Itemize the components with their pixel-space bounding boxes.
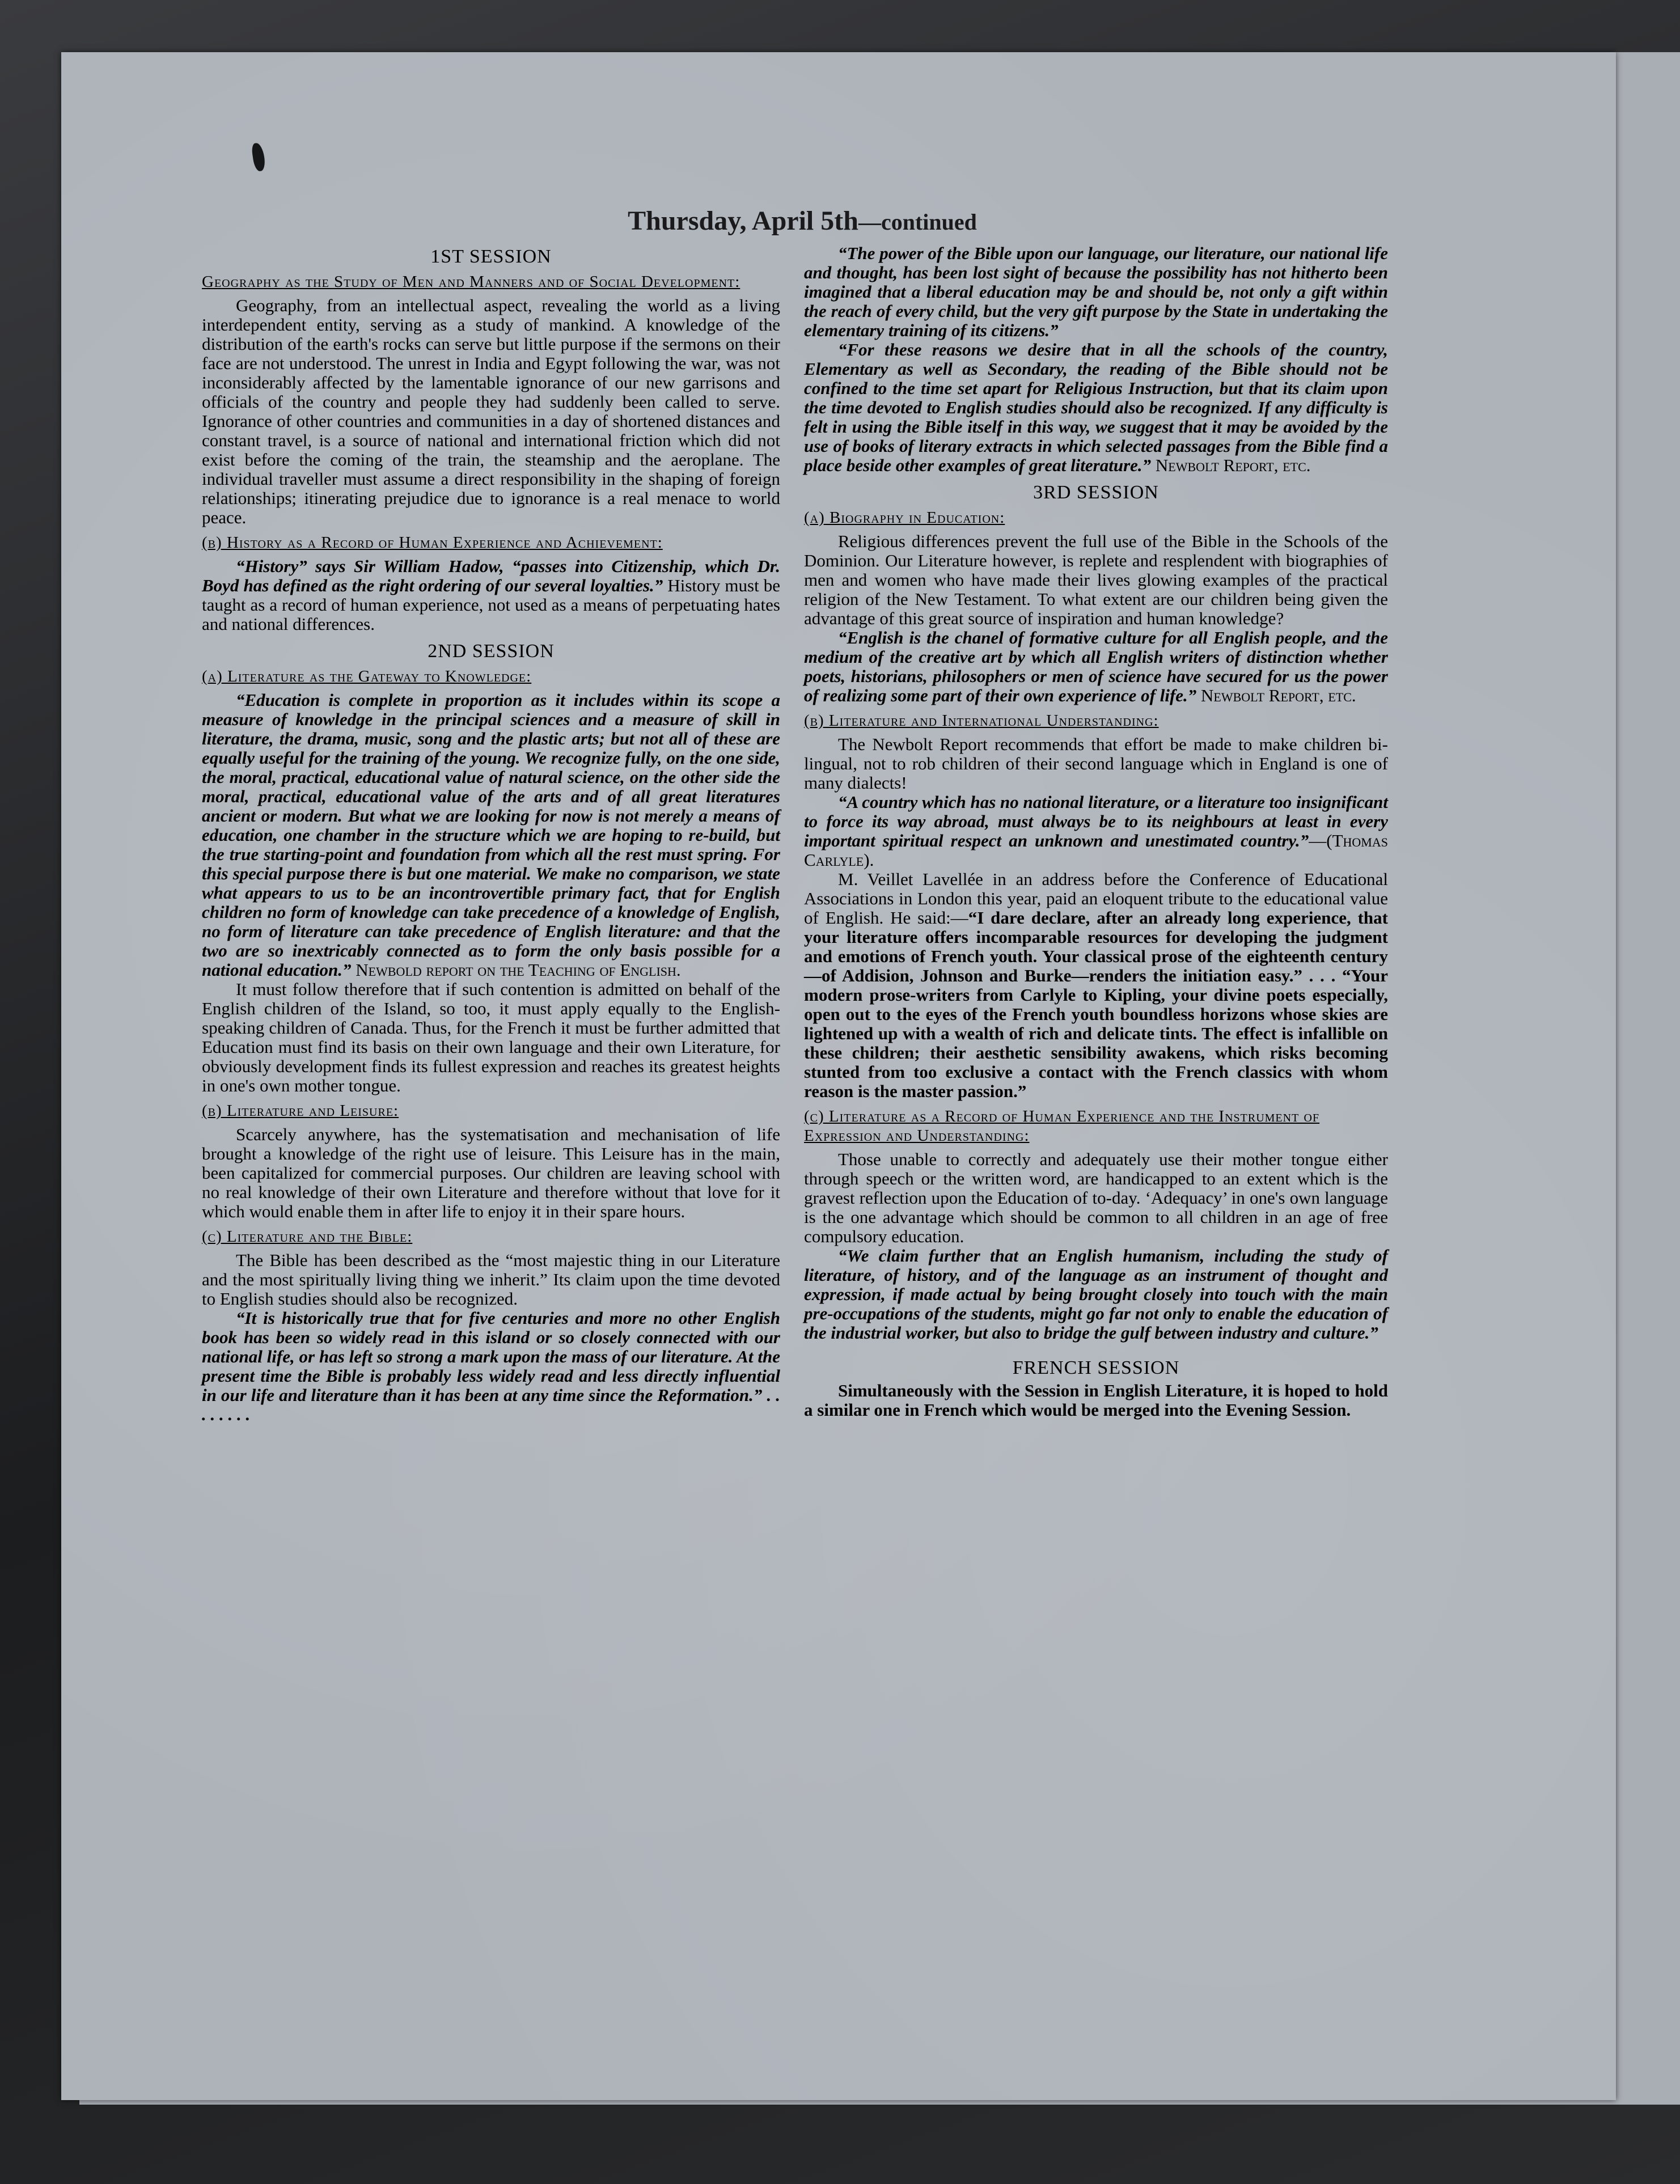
right-column bbox=[804, 244, 1388, 1420]
bible-quote-2-source: Newbolt Report, etc. bbox=[1151, 455, 1311, 475]
s3-a-text: Religious differences prevent the full use of the Bible in the Schools of the Dominion. Our Literature however, is replete and resplendent with biographies of men and women who have made their lives glowing examples of the practical religion of the New Testament. To what extent are our children being given the advantage of this great source of inspiration and human knowledge? bbox=[804, 531, 1388, 628]
s2-a-heading: (a) Literature as the Gateway to Knowledge: bbox=[202, 667, 532, 685]
s1-b-heading: (b) History as a Record of Human Experience and Achievement: bbox=[202, 534, 663, 552]
left-column bbox=[202, 243, 780, 1424]
s3-c-quote: “We claim further that an English humanism, including the study of literature, of history, and of the language as an instrument of thought and expression, if made actual by being brought closely into touch with the main pre-occupations of the students, might go far not only to enable the education of the industrial worker, but also to bridge the gulf between industry and culture.” bbox=[804, 1246, 1388, 1343]
header-continued: —continued bbox=[858, 209, 977, 235]
s1-a-text: Geography, from an intellectual aspect, revealing the world as a living interdependent entity, serving as a study of mankind. A knowledge of the distribution of the earth's rocks can serve but little purpose if the sermons on their face are not understood. The unrest in India and Egypt following the war, was not inconsiderably affected by the lamentable ignorance of our new garrisons and officials of the country and people they had suddenly been called to serve. Ignorance of other countries and communities in a day of shortened distances and constant travel, is a source of national and international friction which did not exist before the coming of the train, the steamship and the aeroplane. The individual traveller must assume a direct responsibility in the shaping of foreign relationships; itinerating prejudice due to ignorance is a real menace to world peace. bbox=[202, 295, 780, 527]
s3-b-text2: M. Veillet Lavellée in an address before the Conference of Educational Associations in London this year, paid an eloquent tribute to the educational value of English. He said:— bbox=[804, 869, 1388, 928]
punch-hole bbox=[251, 142, 266, 172]
session-3-title: 3RD SESSION bbox=[1033, 482, 1159, 503]
s3-b-source: —(Thomas Carlyle). bbox=[804, 831, 1388, 870]
french-session-title: FRENCH SESSION bbox=[1012, 1357, 1180, 1378]
header-title: Thursday, April 5th bbox=[628, 206, 858, 236]
s3-b-text: The Newbolt Report recommends that effort be made to make children bi-lingual, not to rob children of their second language which in England is one of many dialects! bbox=[804, 734, 1388, 793]
s2-b-heading: (b) Literature and Leisure: bbox=[202, 1102, 399, 1120]
s3-b-bold-quote: “I dare declare, after an already long experience, that your literature offers incomparable resources for developing the judgment and emotions of French youth. Your classical prose of the eighteenth century —of Addision, Johnson and Burke—renders the initiation easy.” . . . “Your modern prose-writers from Carlyle to Kipling, your divine poets especially, open out to the eyes of the French youth boundless horizons whose skies are lightened up with a wealth of rich and delicate tints. The effect is infallible on these children; their aesthetic sensibility awakens, which risks becoming stunted from too exclusive a contact with the French classics with whom reason is the master passion.” bbox=[804, 908, 1388, 1101]
s2-c-quote: “It is historically true that for five centuries and more no other English book has been so widely read in this island or so closely connected with our national life, or has left so strong a mark upon the mass of our literature. At the present time the Bible is probably less widely read and less directly influential in our life and literature than it has been at any time since the Reformation.” . . . . . . . . bbox=[202, 1308, 780, 1424]
s3-b-quote: “A country which has no national literature, or a literature too insignificant to force its way abroad, must always be to its neighbours at least in every important spiritual respect an unknown and unestimated country.” bbox=[804, 792, 1388, 850]
s3-b-paragraph-2 bbox=[804, 870, 1388, 1101]
session-1-title: 1ST SESSION bbox=[430, 246, 552, 267]
french-session-text: Simultaneously with the Session in English Literature, it is hoped to hold a similar one in French which would be merged into the Evening Session. bbox=[804, 1381, 1388, 1420]
s1-b-text: History must be taught as a record of human experience, not used as a means of perpetuating hates and national differences. bbox=[202, 575, 780, 634]
s2-a-paragraph bbox=[202, 691, 780, 980]
s1-b-quote: “History” says Sir William Hadow, “passes into Citizenship, which Dr. Boyd has defined as the right ordering of our several loyalties.” bbox=[202, 556, 780, 595]
s3-a-source: Newbolt Report, etc. bbox=[1196, 685, 1356, 705]
s1-a-heading: Geography as the Study of Men and Manners and of Social Development: bbox=[202, 273, 740, 291]
s2-b-text: Scarcely anywhere, has the systematisation and mechanisation of life brought a knowledge of the right use of leisure. This Leisure has in the main, been capitalized for commercial purposes. Our children are leaving school with no real knowledge of their own Literature and therefore without that love for it which would enable them in after life to enjoy it in their spare hours. bbox=[202, 1124, 780, 1221]
bible-quote-2: “For these reasons we desire that in all the schools of the country, Elementary as well as Secondary, the reading of the Bible should not be confined to the time set apart for Religious Instruction, but that its claim upon the time devoted to English studies should also be recognized. If any difficulty is felt in using the Bible itself in this way, we suggest that it may be avoided by the use of books of literary extracts in which selected passages from the Bible find a place beside other examples of great literature.” bbox=[804, 340, 1388, 475]
s3-c-heading: (c) Literature as a Record of Human Experience and the Instrument of Expression and Understanding: bbox=[804, 1107, 1320, 1145]
s3-b-heading: (b) Literature and International Understanding: bbox=[804, 712, 1159, 730]
page-header bbox=[198, 205, 1406, 236]
s2-a-quote: “Education is complete in proportion as it includes within its scope a measure of knowledge in the principal sciences and a measure of skill in literature, the drama, music, song and the plastic arts; but not all of these are equally useful for the training of the young. We recognize fully, on the one side, the moral, practical, educational value of natural science, on the other side the moral, practical, educational value of the arts and of all great literatures ancient or modern. But what we are looking for now is not merely a means of education, one chamber in the structure which we are hoping to re-build, but the true starting-point and foundation from which all the rest must spring. For this special purpose there is but one material. We make no comparison, we state what appears to us to be an incontrovertible primary fact, that for English children no form of knowledge can take precedence of a knowledge of English, no form of literature can take precedence of English literature: and that the two are so inextricably connected as to form the only basis possible for a national education.” bbox=[202, 690, 780, 980]
bible-quote-1: “The power of the Bible upon our language, our literature, our national life and thought, has been lost sight of because the possibility has not hitherto been imagined that a liberal education may be and should be, not only a gift within the reach of every child, but the very gift purpose by the State in undertaking the elementary training of its citizens.” bbox=[804, 243, 1388, 340]
s3-a-quote: “English is the chanel of formative culture for all English people, and the medium of the creative art by which all English writers of distinction whether poets, historians, philosophers or men of science have secured for us the power of realizing some part of their own experience of life.” bbox=[804, 628, 1388, 705]
s2-c-heading: (c) Literature and the Bible: bbox=[202, 1228, 413, 1246]
bible-quote-2-paragraph bbox=[804, 340, 1388, 475]
s3-a-paragraph bbox=[804, 628, 1388, 705]
session-2-title: 2ND SESSION bbox=[428, 641, 555, 662]
s1-b-paragraph bbox=[202, 557, 780, 634]
s2-a-source: Newbold report on the Teaching of English. bbox=[351, 960, 681, 980]
s3-a-heading: (a) Biography in Education: bbox=[804, 509, 1005, 527]
s3-c-text: Those unable to correctly and adequately use their mother tongue either through speech or the written word, are handicapped to an extent which is the gravest reflection upon the Education of to-day. ‘Adequacy’ in one's own language is the one advantage which should be common to all children in an age of free compulsory education. bbox=[804, 1149, 1388, 1246]
s2-c-text: The Bible has been described as the “most majestic thing in our Literature and the most spiritually living thing we inherit.” Its claim upon the time devoted to English studies should also be recognized. bbox=[202, 1250, 780, 1309]
s2-a-text: It must follow therefore that if such contention is admitted on behalf of the English children of the Island, so too, it must apply equally to the English-speaking children of Canada. Thus, for the French it must be further admitted that Education must find its basis on their own language and their own Literature, for obviously development finds its fullest expression and reaches its greatest heights in one's own mother tongue. bbox=[202, 979, 780, 1095]
s3-b-paragraph bbox=[804, 793, 1388, 870]
